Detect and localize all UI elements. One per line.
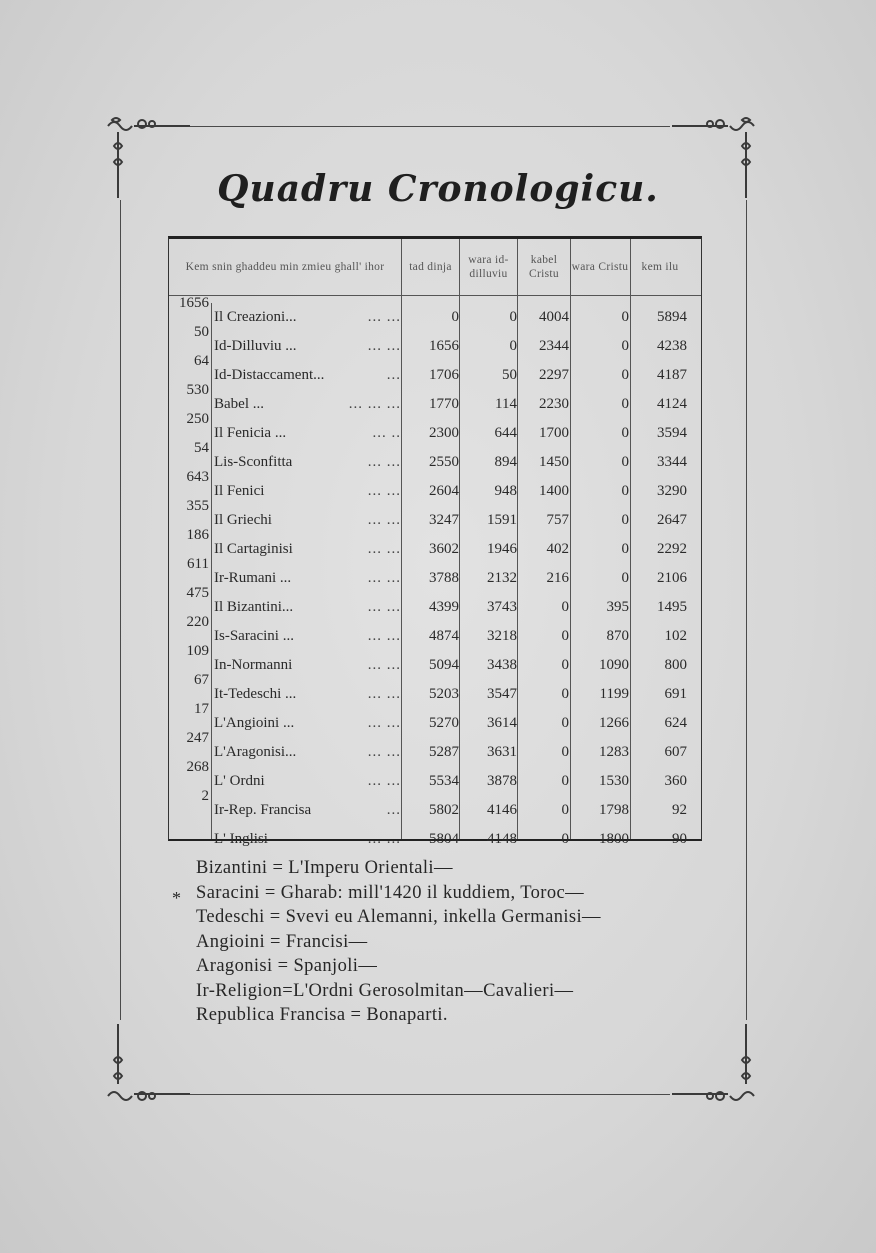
cell-value: 5094 bbox=[429, 657, 459, 673]
corner-ornament-bottom-left bbox=[104, 1024, 194, 1114]
header-years-ago: kem ilu bbox=[641, 261, 679, 273]
years-gap: 54 bbox=[194, 440, 209, 456]
cell-value: 4004 bbox=[539, 309, 569, 325]
cell-value: 5534 bbox=[429, 773, 459, 789]
cell-value: 3218 bbox=[487, 628, 517, 644]
leader-dots: ... ... bbox=[367, 483, 401, 499]
cell-value: 5287 bbox=[429, 744, 459, 760]
note-line: Republica Francisa = Bonaparti. bbox=[196, 1005, 448, 1025]
cell-value: 607 bbox=[664, 744, 687, 760]
years-gap: 355 bbox=[186, 498, 209, 514]
cell-value: 2292 bbox=[657, 541, 687, 557]
header-divider bbox=[169, 295, 701, 296]
cell-value: 1656 bbox=[429, 338, 459, 354]
leader-dots: ... ... bbox=[367, 541, 401, 557]
years-gap: 17 bbox=[194, 701, 209, 717]
cell-value: 1266 bbox=[599, 715, 629, 731]
frame-left-rule bbox=[120, 200, 121, 1020]
frame-bottom-rule bbox=[190, 1094, 670, 1095]
years-gap: 1656 bbox=[179, 295, 209, 311]
cell-value: 1450 bbox=[539, 454, 569, 470]
cell-value: 50 bbox=[502, 367, 517, 383]
cell-value: 870 bbox=[606, 628, 629, 644]
cell-value: 894 bbox=[494, 454, 517, 470]
cell-value: 3290 bbox=[657, 483, 687, 499]
cell-value: 3594 bbox=[657, 425, 687, 441]
note-line: Aragonisi = Spanjoli— bbox=[196, 956, 378, 976]
cell-value: 1798 bbox=[599, 802, 629, 818]
page-title: Quadru Cronologicu. bbox=[217, 168, 659, 210]
table-row bbox=[169, 353, 701, 390]
cell-value: 2230 bbox=[539, 396, 569, 412]
table-row bbox=[169, 825, 701, 854]
leader-dots: ... ... bbox=[367, 454, 401, 470]
table-row bbox=[169, 788, 701, 825]
cell-value: 0 bbox=[621, 512, 629, 528]
cell-value: 0 bbox=[621, 541, 629, 557]
cell-value: 92 bbox=[672, 802, 687, 818]
cell-value: 757 bbox=[546, 512, 569, 528]
leader-dots: ... ... bbox=[367, 686, 401, 702]
years-gap: 64 bbox=[194, 353, 209, 369]
years-gap: 109 bbox=[186, 643, 209, 659]
cell-value: 691 bbox=[664, 686, 687, 702]
cell-value: 4124 bbox=[657, 396, 687, 412]
event-name: In-Normanni bbox=[214, 657, 293, 673]
cell-value: 402 bbox=[546, 541, 569, 557]
years-gap: 643 bbox=[186, 469, 209, 485]
leader-dots: ... bbox=[386, 802, 401, 818]
cell-value: 0 bbox=[509, 338, 517, 354]
note-line: Angioini = Francisi— bbox=[196, 931, 368, 952]
table-row bbox=[169, 614, 701, 651]
years-gap: 530 bbox=[186, 382, 209, 398]
leader-dots: ... ... bbox=[367, 570, 401, 586]
cell-value: 1530 bbox=[599, 773, 629, 789]
cell-value: 0 bbox=[561, 773, 569, 789]
notes-list bbox=[196, 856, 736, 1028]
table-row bbox=[169, 324, 701, 361]
cell-value: 0 bbox=[621, 396, 629, 412]
cell-value: 2647 bbox=[657, 512, 687, 528]
cell-value: 2604 bbox=[429, 483, 459, 499]
years-gap: 475 bbox=[186, 585, 209, 601]
cell-value: 4146 bbox=[487, 802, 517, 818]
leader-dots: ... ... bbox=[367, 657, 401, 673]
header-after-christ: wara Cristu bbox=[571, 261, 629, 273]
cell-value: 2300 bbox=[429, 425, 459, 441]
cell-value: 800 bbox=[664, 657, 687, 673]
event-name: L' Ordni bbox=[214, 773, 265, 789]
cell-value: 0 bbox=[561, 599, 569, 615]
event-name: L'Aragonisi... bbox=[214, 744, 297, 760]
table-row bbox=[169, 585, 701, 622]
cell-value: 4399 bbox=[429, 599, 459, 615]
table-row bbox=[169, 498, 701, 535]
cell-value: 1946 bbox=[487, 541, 517, 557]
table-row bbox=[169, 672, 701, 709]
header-after-deluge: wara id-dilluviu bbox=[468, 254, 509, 280]
cell-value: 360 bbox=[664, 773, 687, 789]
cell-value: 0 bbox=[621, 483, 629, 499]
leader-dots: ... .. bbox=[372, 425, 401, 441]
event-name: Lis-Sconfitta bbox=[214, 454, 293, 470]
cell-value: 5804 bbox=[429, 831, 459, 847]
cell-value: 114 bbox=[495, 396, 517, 412]
leader-dots: ... bbox=[386, 367, 401, 383]
cell-value: 216 bbox=[546, 570, 569, 586]
cell-value: 3547 bbox=[487, 686, 517, 702]
leader-dots: ... ... bbox=[367, 744, 401, 760]
event-name: It-Tedeschi ... bbox=[214, 686, 297, 702]
cell-value: 4874 bbox=[429, 628, 459, 644]
cell-value: 644 bbox=[494, 425, 517, 441]
table-row bbox=[169, 759, 701, 796]
event-name: Ir-Rumani ... bbox=[214, 570, 292, 586]
cell-value: 2106 bbox=[657, 570, 687, 586]
event-name: Il Creazioni... bbox=[214, 309, 297, 325]
table-row bbox=[169, 527, 701, 564]
cell-value: 5270 bbox=[429, 715, 459, 731]
event-name: Il Fenici bbox=[214, 483, 265, 499]
event-name: Il Bizantini... bbox=[214, 599, 294, 615]
cell-value: 0 bbox=[451, 309, 459, 325]
years-gap: 220 bbox=[186, 614, 209, 630]
leader-dots: ... ... ... bbox=[348, 396, 401, 412]
frame-top-rule bbox=[190, 126, 670, 127]
cell-value: 1199 bbox=[599, 686, 629, 702]
event-name: L'Angioini ... bbox=[214, 715, 295, 731]
years-gap: 67 bbox=[194, 672, 209, 688]
cell-value: 4187 bbox=[657, 367, 687, 383]
table-row bbox=[169, 295, 701, 332]
leader-dots: ... ... bbox=[367, 773, 401, 789]
note-line: Saracini = Gharab: mill'1420 il kuddiem, Toroc— bbox=[196, 882, 585, 903]
table-row bbox=[169, 643, 701, 680]
cell-value: 3788 bbox=[429, 570, 459, 586]
cell-value: 948 bbox=[494, 483, 517, 499]
cell-value: 0 bbox=[621, 309, 629, 325]
cell-value: 0 bbox=[561, 628, 569, 644]
table-row bbox=[169, 440, 701, 477]
header-years-between: Kem snin ghaddeu min zmieu ghall' ihor bbox=[185, 261, 385, 273]
cell-value: 3743 bbox=[487, 599, 517, 615]
cell-value: 3438 bbox=[487, 657, 517, 673]
event-name: Il Fenicia ... bbox=[214, 425, 287, 441]
cell-value: 1706 bbox=[429, 367, 459, 383]
corner-ornament-bottom-right bbox=[668, 1024, 758, 1114]
cell-value: 1800 bbox=[599, 831, 629, 847]
cell-value: 90 bbox=[672, 831, 687, 847]
cell-value: 0 bbox=[621, 338, 629, 354]
years-gap: 611 bbox=[187, 556, 209, 572]
note-line: Bizantini = L'Imperu Orientali— bbox=[196, 858, 453, 878]
years-gap: 186 bbox=[186, 527, 209, 543]
header-world: tad dinja bbox=[409, 261, 452, 273]
table-row bbox=[169, 382, 701, 419]
cell-value: 1495 bbox=[657, 599, 687, 615]
cell-value: 0 bbox=[621, 454, 629, 470]
cell-value: 3631 bbox=[487, 744, 517, 760]
cell-value: 1400 bbox=[539, 483, 569, 499]
header-before-christ: kabel Cristu bbox=[529, 254, 559, 280]
years-gap: 268 bbox=[186, 759, 209, 775]
leader-dots: ... ... bbox=[367, 338, 401, 354]
cell-value: 0 bbox=[621, 367, 629, 383]
cell-value: 0 bbox=[621, 570, 629, 586]
frame-right-rule bbox=[746, 200, 747, 1020]
event-name: Babel ... bbox=[214, 396, 264, 412]
table-body bbox=[169, 295, 701, 854]
cell-value: 395 bbox=[606, 599, 629, 615]
years-gap: 50 bbox=[194, 324, 209, 340]
cell-value: 0 bbox=[509, 309, 517, 325]
event-name: L' Inglisi bbox=[214, 831, 268, 847]
table-row bbox=[169, 556, 701, 593]
note-line: Ir-Religion=L'Ordni Gerosolmitan—Cavalieri— bbox=[196, 980, 574, 1001]
cell-value: 102 bbox=[664, 628, 687, 644]
years-gap: 247 bbox=[186, 730, 209, 746]
event-name: Ir-Rep. Francisa bbox=[214, 802, 312, 818]
cell-value: 5802 bbox=[429, 802, 459, 818]
event-name: Il Cartaginisi bbox=[214, 541, 293, 557]
cell-value: 0 bbox=[561, 744, 569, 760]
leader-dots: ... ... bbox=[367, 715, 401, 731]
years-gap: 250 bbox=[186, 411, 209, 427]
cell-value: 4148 bbox=[487, 831, 517, 847]
leader-dots: ... ... bbox=[367, 512, 401, 528]
cell-value: 1090 bbox=[599, 657, 629, 673]
cell-value: 0 bbox=[561, 657, 569, 673]
event-name: Il Griechi bbox=[214, 512, 272, 528]
cell-value: 1591 bbox=[487, 512, 517, 528]
cell-value: 1283 bbox=[599, 744, 629, 760]
cell-value: 0 bbox=[561, 715, 569, 731]
cell-value: 1700 bbox=[539, 425, 569, 441]
cell-value: 5203 bbox=[429, 686, 459, 702]
table-row bbox=[169, 469, 701, 506]
leader-dots: ... ... bbox=[367, 628, 401, 644]
cell-value: 0 bbox=[561, 686, 569, 702]
leader-dots: ... ... bbox=[367, 309, 401, 325]
note-line: Tedeschi = Svevi eu Alemanni, inkella Germanisi— bbox=[196, 907, 601, 927]
leader-dots: ... ... bbox=[367, 831, 401, 847]
table-row bbox=[169, 730, 701, 767]
event-name: Id-Distaccament... bbox=[214, 367, 325, 383]
cell-value: 3344 bbox=[657, 454, 687, 470]
cell-value: 2550 bbox=[429, 454, 459, 470]
cell-value: 2297 bbox=[539, 367, 569, 383]
chronology-table bbox=[168, 236, 702, 847]
cell-value: 0 bbox=[561, 802, 569, 818]
cell-value: 2344 bbox=[539, 338, 569, 354]
cell-value: 1770 bbox=[429, 396, 459, 412]
cell-value: 0 bbox=[561, 831, 569, 847]
cell-value: 3602 bbox=[429, 541, 459, 557]
leader-dots: ... ... bbox=[367, 599, 401, 615]
cell-value: 4238 bbox=[657, 338, 687, 354]
cell-value: 5894 bbox=[657, 309, 687, 325]
cell-value: 0 bbox=[621, 425, 629, 441]
table-row bbox=[169, 701, 701, 738]
event-name: Id-Dilluviu ... bbox=[214, 338, 297, 354]
cell-value: 3247 bbox=[429, 512, 459, 528]
cell-value: 2132 bbox=[487, 570, 517, 586]
years-gap: 2 bbox=[201, 788, 209, 804]
event-name: Is-Saracini ... bbox=[214, 628, 294, 644]
cell-value: 3878 bbox=[487, 773, 517, 789]
cell-value: 624 bbox=[664, 715, 687, 731]
note-marker: * bbox=[172, 888, 181, 908]
table-row bbox=[169, 411, 701, 448]
cell-value: 3614 bbox=[487, 715, 517, 731]
